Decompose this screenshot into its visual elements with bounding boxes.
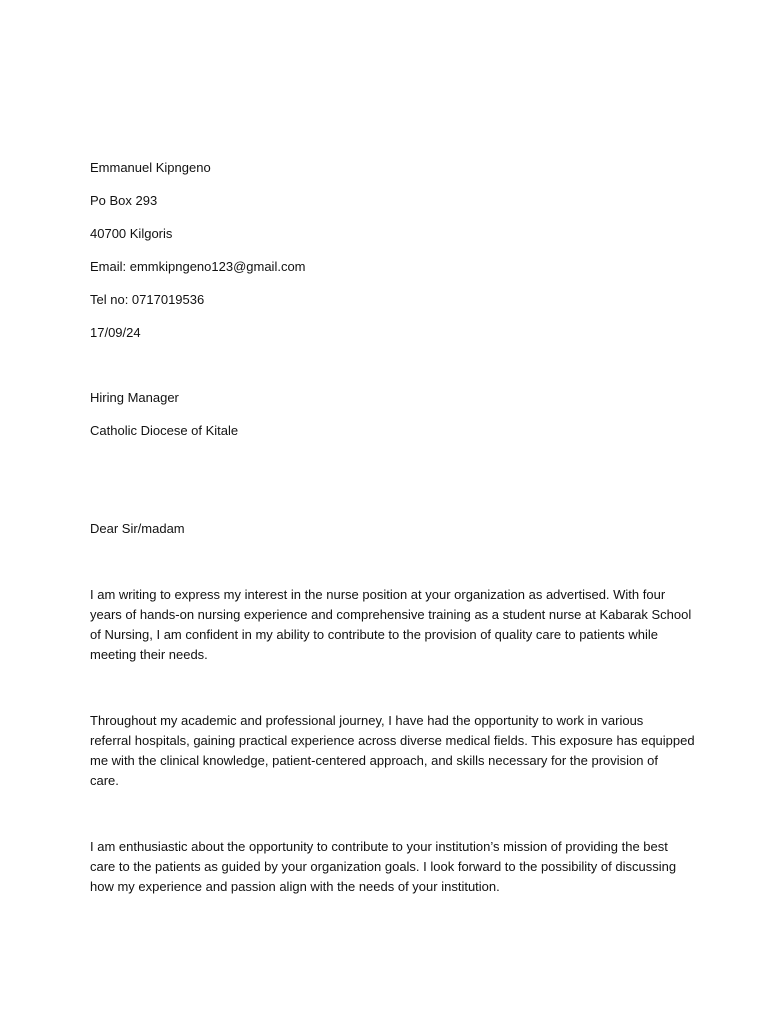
body-paragraph-1	[90, 585, 692, 665]
paragraph-line: care.	[90, 773, 119, 788]
body-paragraph-2	[90, 711, 695, 791]
paragraph-line: meeting their needs.	[90, 647, 208, 662]
recipient-organization: Catholic Diocese of Kitale	[90, 423, 239, 438]
recipient-title: Hiring Manager	[90, 390, 179, 405]
salutation: Dear Sir/madam	[90, 521, 185, 536]
paragraph-line: referral hospitals, gaining practical experience across diverse medical fields. This exposure has equipped	[90, 733, 695, 748]
paragraph-line: how my experience and passion align with the needs of your institution.	[90, 879, 500, 894]
sender-phone: Tel no: 0717019536	[90, 292, 205, 307]
paragraph-line: of Nursing, I am confident in my ability to contribute to the provision of quality care to patients while	[90, 627, 658, 642]
paragraph-line: care to the patients as guided by your organization goals. I look forward to the possibility of discussing	[90, 859, 677, 874]
paragraph-line: I am enthusiastic about the opportunity to contribute to your institution’s mission of providing the best	[90, 839, 668, 854]
paragraph-line: Throughout my academic and professional journey, I have had the opportunity to work in various	[90, 713, 644, 728]
sender-postal-town: 40700 Kilgoris	[90, 226, 173, 241]
letter-date: 17/09/24	[90, 325, 141, 340]
sender-email: Email: emmkipngeno123@gmail.com	[90, 259, 306, 274]
paragraph-line: me with the clinical knowledge, patient-centered approach, and skills necessary for the provision of	[90, 753, 658, 768]
paragraph-line: years of hands-on nursing experience and comprehensive training as a student nurse at Kabarak School	[90, 607, 692, 622]
sender-po-box: Po Box 293	[90, 193, 158, 208]
sender-name: Emmanuel Kipngeno	[90, 160, 211, 175]
paragraph-line: I am writing to express my interest in the nurse position at your organization as advertised. With four	[90, 587, 666, 602]
body-paragraph-3	[90, 837, 680, 897]
